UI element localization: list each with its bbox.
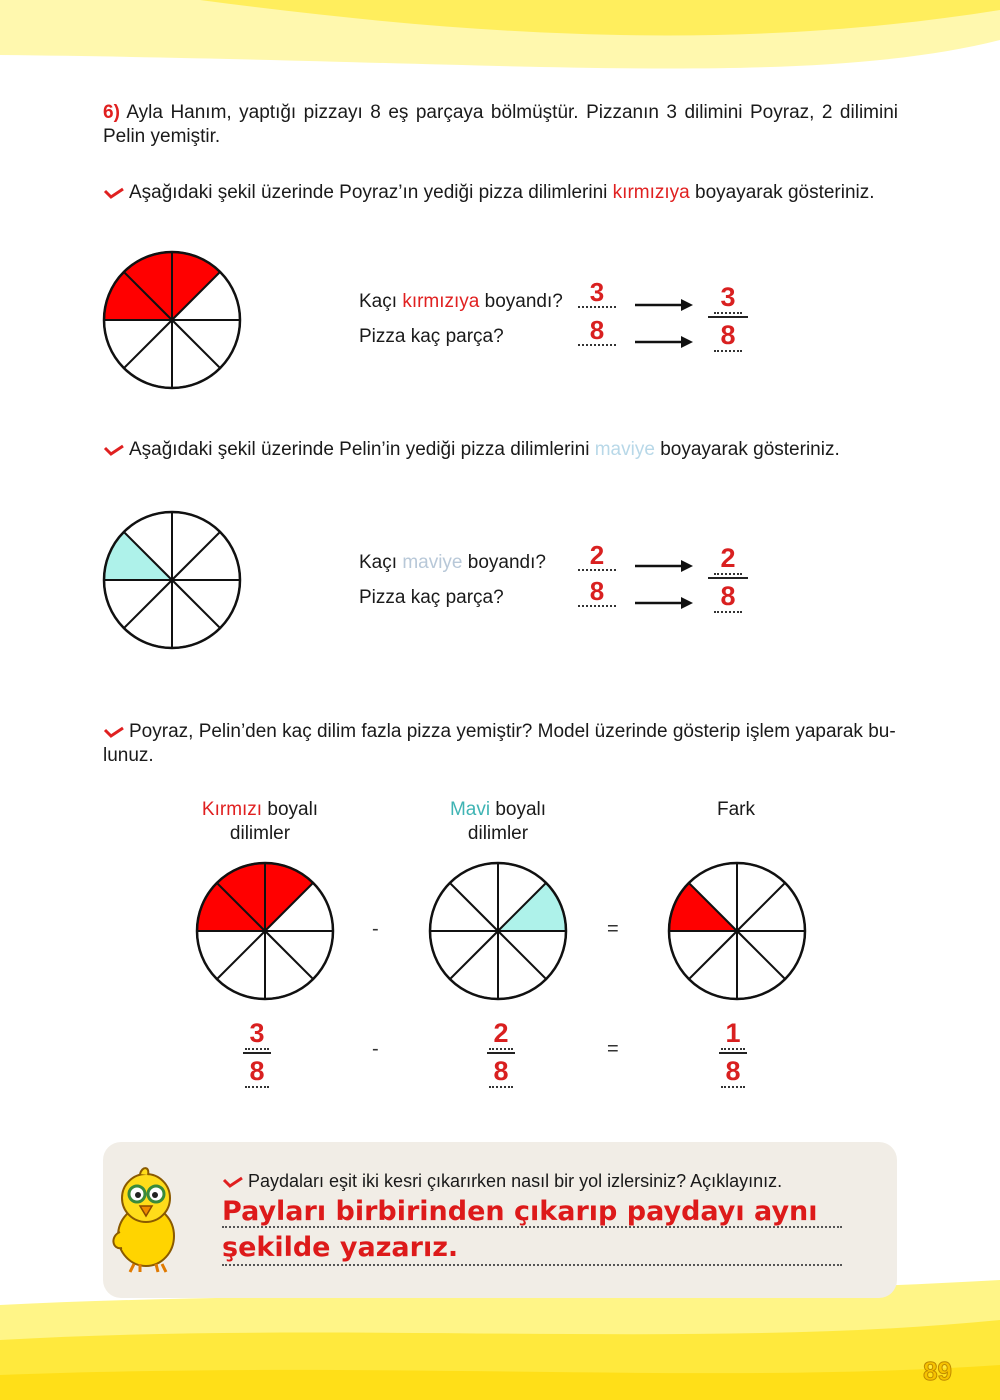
box-question bbox=[222, 1169, 782, 1193]
answer-line-2 bbox=[222, 1264, 842, 1266]
part1-frac-den: 8 bbox=[714, 320, 742, 352]
part3-instruction bbox=[103, 720, 898, 768]
label-blue-rest: boyalı bbox=[490, 799, 547, 820]
part1-answer1: 3 bbox=[578, 278, 616, 308]
fraction-red bbox=[237, 1018, 277, 1088]
answer-line2-text: şekilde yazarız. bbox=[222, 1232, 459, 1263]
part1-answer2: 8 bbox=[578, 316, 616, 346]
arrow-icon bbox=[635, 596, 695, 610]
part2-q2: Pizza kaç parça? bbox=[359, 587, 504, 608]
fraction-diff-den: 8 bbox=[721, 1056, 745, 1088]
checkmark-icon bbox=[103, 725, 125, 739]
part1-q2: Pizza kaç parça? bbox=[359, 326, 504, 347]
part2-instruction-pre: Aşağıdaki şekil üzerinde Pelin’in yediği pizza dilimlerini bbox=[129, 439, 595, 460]
label-red-slices bbox=[180, 798, 340, 846]
pie-poyraz bbox=[101, 249, 243, 391]
fraction-blue-den: 8 bbox=[489, 1056, 513, 1088]
part2-fraction bbox=[708, 543, 748, 613]
fraction-red-den: 8 bbox=[245, 1056, 269, 1088]
part1-q1-pre: Kaçı bbox=[359, 291, 403, 312]
question-text bbox=[103, 101, 898, 149]
label-blue-slices bbox=[418, 798, 578, 846]
part1-instruction-post: boyayarak gösteriniz. bbox=[689, 182, 875, 203]
minus-sign: - bbox=[372, 918, 379, 940]
part2-instruction-post: boyayarak gösteriniz. bbox=[654, 439, 840, 460]
label-blue-word: Mavi bbox=[449, 799, 491, 820]
part1-instruction-pre: Aşağıdaki şekil üzerinde Poyraz’ın yediği pizza dilimlerini bbox=[129, 182, 613, 203]
checkmark-icon bbox=[222, 1175, 244, 1189]
answer-line1-text: Payları birbirinden çıkarıp paydayı aynı bbox=[222, 1196, 818, 1227]
question-number: 6) bbox=[103, 102, 120, 123]
part2-q1-pre: Kaçı bbox=[359, 552, 403, 573]
part1-fraction bbox=[708, 282, 748, 352]
part1-instruction bbox=[103, 181, 903, 205]
question-body: Ayla Hanım, yaptığı pizzayı 8 eş parçaya bölmüştür. Pizzanın 3 dilimini Poyraz, 2 dilimini Pelin yemiştir. bbox=[103, 102, 898, 147]
arrow-icon bbox=[635, 559, 695, 573]
pie-blue-slices bbox=[427, 860, 569, 1002]
part1-q1-color: kırmızıya bbox=[402, 291, 480, 312]
part2-answer1: 2 bbox=[578, 541, 616, 571]
fraction-diff-num: 1 bbox=[721, 1018, 745, 1050]
checkmark-icon bbox=[103, 186, 125, 200]
label-blue-line2: dilimler bbox=[467, 823, 529, 844]
pie-difference bbox=[666, 860, 808, 1002]
part2-frac-den: 8 bbox=[714, 581, 742, 613]
label-difference: Fark bbox=[717, 799, 755, 820]
pie-pelin bbox=[101, 509, 243, 651]
label-red-line2: dilimler bbox=[229, 823, 291, 844]
part1-frac-num: 3 bbox=[714, 282, 742, 314]
answer-line-1 bbox=[222, 1226, 842, 1228]
part2-frac-num: 2 bbox=[714, 543, 742, 575]
fraction-difference bbox=[713, 1018, 753, 1088]
part1-q1 bbox=[359, 290, 563, 314]
equals-sign: = bbox=[607, 918, 619, 940]
equals-sign: = bbox=[607, 1038, 619, 1060]
part3-instruction-text: Poyraz, Pelin’den kaç dilim fazla pizza yemiştir? Model üzerinde gösterip işlem yaparak bu- lunuz. bbox=[103, 721, 896, 766]
page-number: 89 bbox=[923, 1356, 952, 1386]
part2-answer2: 8 bbox=[578, 577, 616, 607]
box-question-text: Paydaları eşit iki kesri çıkarırken nasıl bir yol izlersiniz? Açıklayınız. bbox=[248, 1171, 783, 1191]
minus-sign: - bbox=[372, 1038, 379, 1060]
arrow-icon bbox=[635, 298, 695, 312]
label-red-rest: boyalı bbox=[262, 799, 319, 820]
part2-q1-color: maviye bbox=[402, 552, 463, 573]
part2-q1 bbox=[359, 551, 546, 575]
part1-instruction-color: kırmızıya bbox=[612, 182, 690, 203]
fraction-red-num: 3 bbox=[245, 1018, 269, 1050]
chick-mascot-icon bbox=[106, 1166, 184, 1274]
part1-q1-post: boyandı? bbox=[479, 291, 563, 312]
fraction-blue bbox=[481, 1018, 521, 1088]
pie-red-slices bbox=[194, 860, 336, 1002]
part2-instruction bbox=[103, 438, 903, 462]
part2-instruction-color: maviye bbox=[594, 439, 655, 460]
label-red-word: Kırmızı bbox=[201, 799, 263, 820]
fraction-blue-num: 2 bbox=[489, 1018, 513, 1050]
arrow-icon bbox=[635, 335, 695, 349]
checkmark-icon bbox=[103, 443, 125, 457]
part2-q1-post: boyandı? bbox=[462, 552, 546, 573]
